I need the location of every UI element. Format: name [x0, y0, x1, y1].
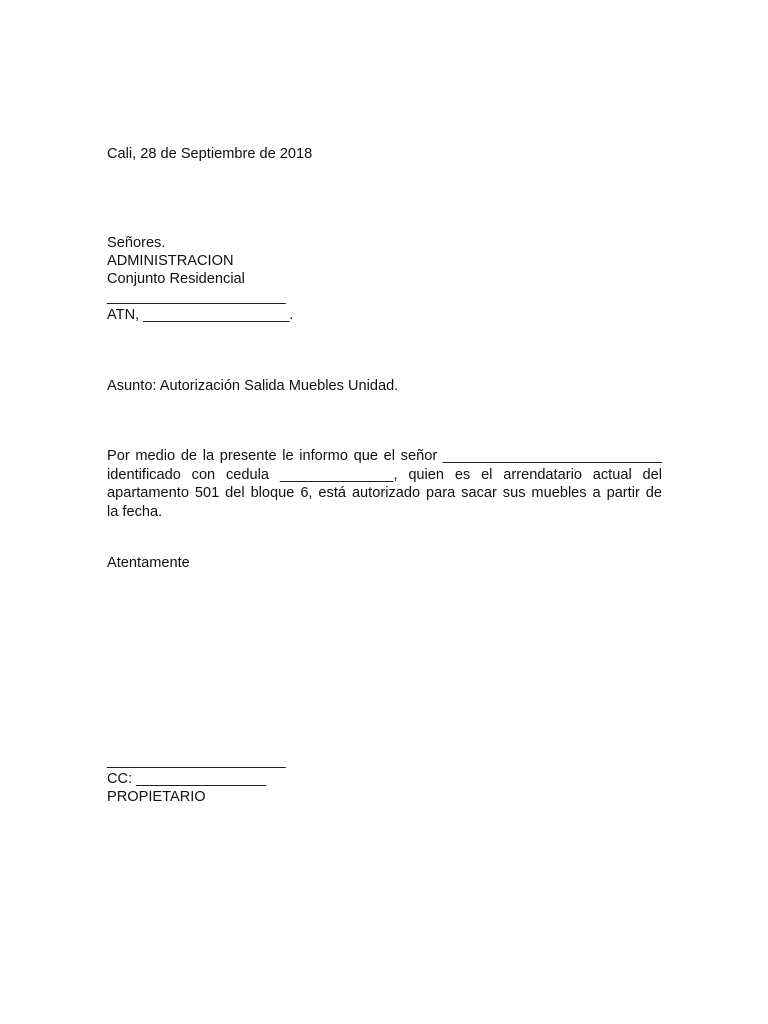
- signature-line: ______________________: [107, 753, 286, 769]
- place-date: Cali, 28 de Septiembre de 2018: [107, 146, 313, 162]
- recipient-blank-line: ______________________: [107, 289, 286, 305]
- recipient-org: ADMINISTRACION: [107, 253, 234, 269]
- recipient-complex: Conjunto Residencial: [107, 271, 245, 287]
- subject-line: Asunto: Autorización Salida Muebles Unidad.: [107, 378, 399, 394]
- body-line: identificado con cedula ______________, quien es el arrendatario actual del: [107, 466, 662, 483]
- body-line: apartamento 501 del bloque 6, está autorizado para sacar sus muebles a partir de: [107, 485, 662, 502]
- body-line: Por medio de la presente le informo que el señor ___________________________: [107, 448, 662, 464]
- signature-role: PROPIETARIO: [107, 789, 206, 805]
- closing: Atentamente: [107, 555, 190, 571]
- body-paragraph: [107, 447, 662, 521]
- body-line: la fecha.: [107, 503, 163, 520]
- recipient-salutation: Señores.: [107, 235, 166, 251]
- signature-cc: CC: ________________: [107, 771, 267, 787]
- recipient-attn: ATN, __________________.: [107, 307, 294, 323]
